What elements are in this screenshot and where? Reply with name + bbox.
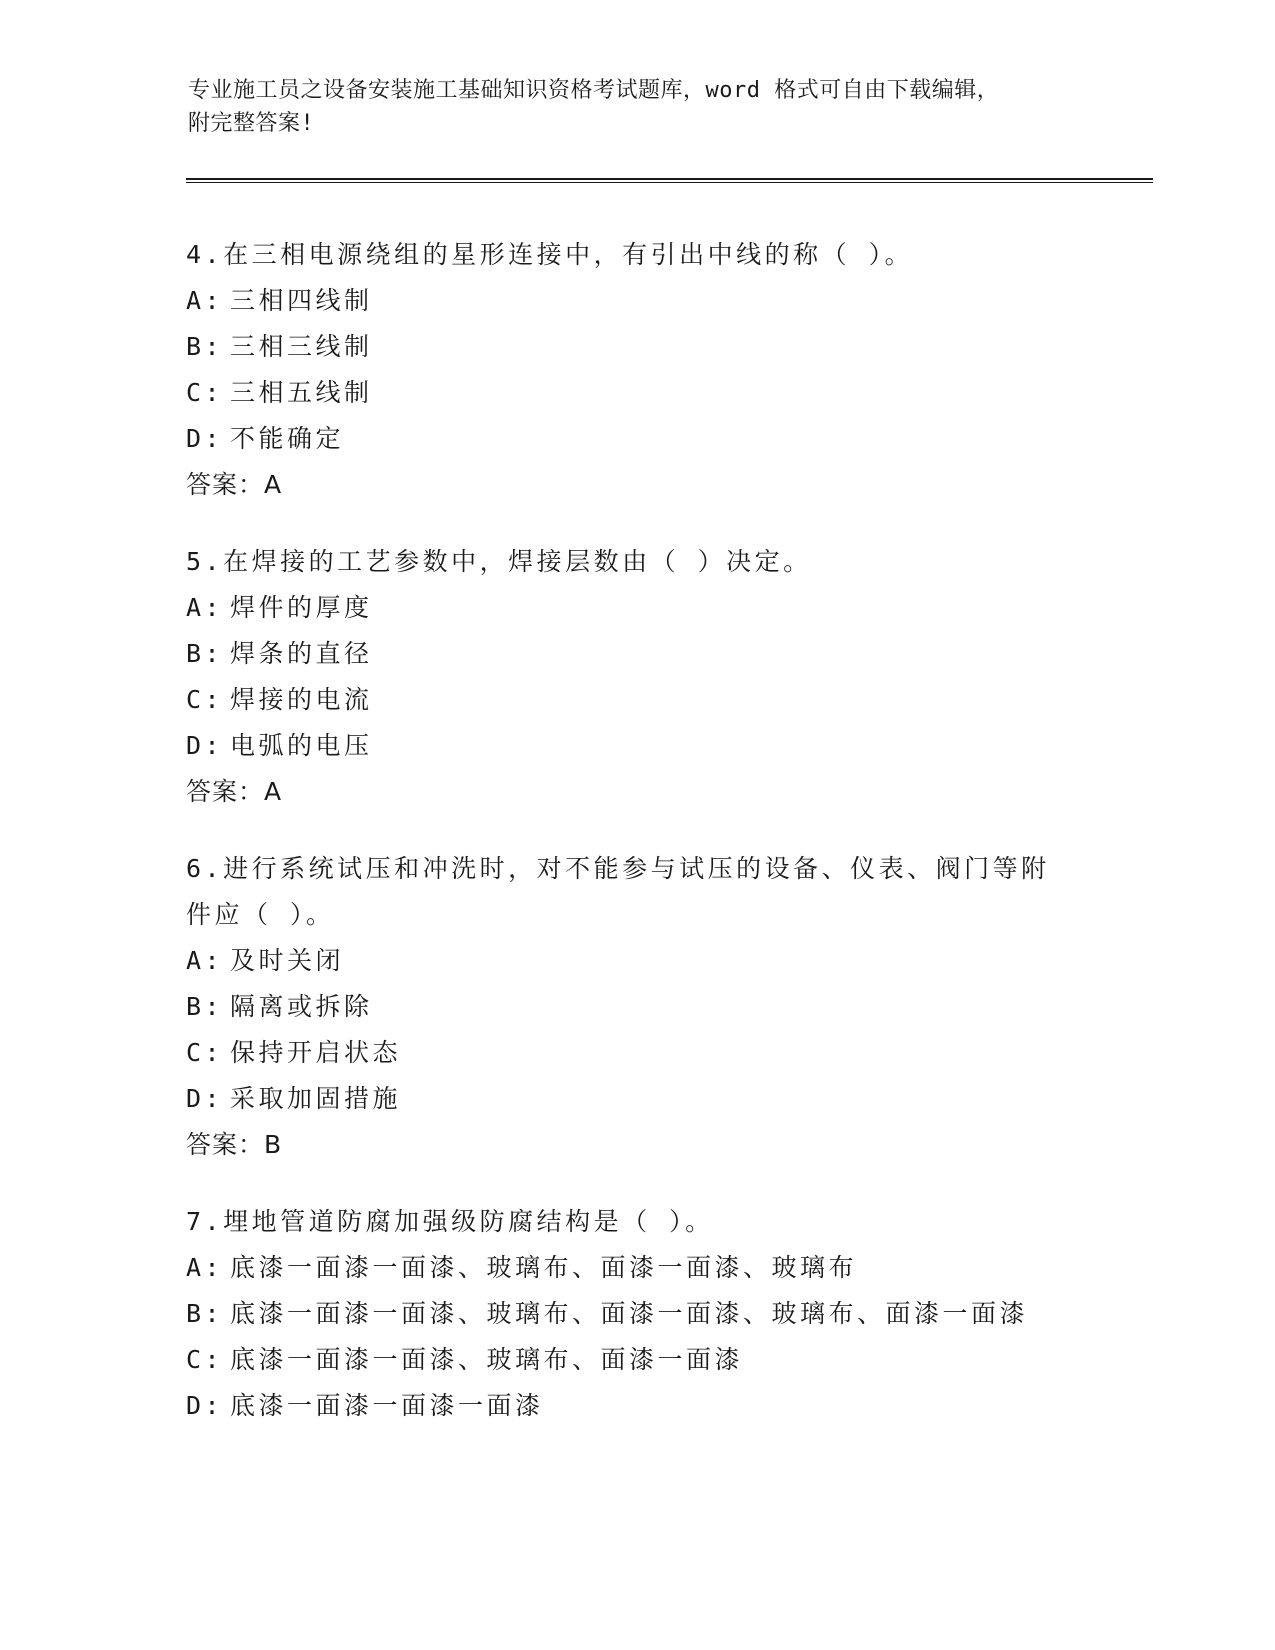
option-letter: B: [186, 639, 224, 668]
option-letter: B: [186, 332, 224, 361]
option-letter: D: [186, 1084, 224, 1113]
option-c [186, 1030, 1146, 1076]
option-b [186, 984, 1146, 1030]
header-line-1: 专业施工员之设备安装施工基础知识资格考试题库，word 格式可自由下载编辑， [188, 78, 1000, 103]
header-line-2: 附完整答案! [188, 111, 315, 136]
option-text: 不能确定 [230, 424, 345, 453]
option-letter: C: [186, 1345, 224, 1374]
option-a [186, 1245, 1146, 1291]
option-text: 三相四线制 [230, 286, 373, 315]
option-a [186, 938, 1146, 984]
answer-line: 答案：A [186, 777, 283, 806]
option-text: 三相五线制 [230, 378, 373, 407]
option-text: 及时关闭 [230, 946, 345, 975]
answer-line: 答案：A [186, 470, 283, 499]
option-letter: C: [186, 1038, 224, 1067]
option-letter: D: [186, 731, 224, 760]
question-4 [186, 232, 1146, 508]
question-text: 7.埋地管道防腐加强级防腐结构是（ ）。 [186, 1207, 714, 1236]
option-text: 采取加固措施 [230, 1084, 402, 1113]
document-header [188, 74, 1088, 140]
option-d [186, 1076, 1146, 1122]
option-c [186, 1337, 1146, 1383]
option-letter: B: [186, 1299, 224, 1328]
question-6 [186, 846, 1146, 1168]
option-letter: A: [186, 946, 224, 975]
question-text: 6.进行系统试压和冲洗时，对不能参与试压的设备、仪表、阀门等附件应（ ）。 [186, 854, 1050, 929]
question-list [186, 232, 1146, 1460]
header-divider-thin [186, 182, 1153, 183]
option-a [186, 278, 1146, 324]
option-letter: C: [186, 685, 224, 714]
option-text: 焊条的直径 [230, 639, 373, 668]
option-text: 隔离或拆除 [230, 992, 373, 1021]
option-b [186, 631, 1146, 677]
question-text: 4.在三相电源绕组的星形连接中，有引出中线的称（ ）。 [186, 240, 914, 269]
answer-line: 答案：B [186, 1130, 283, 1159]
header-divider-thick [186, 178, 1153, 180]
option-text: 底漆一面漆一面漆、玻璃布、面漆一面漆 [230, 1345, 744, 1374]
option-text: 底漆一面漆一面漆、玻璃布、面漆一面漆、玻璃布 [230, 1253, 858, 1282]
option-text: 底漆一面漆一面漆一面漆 [230, 1391, 544, 1420]
option-letter: B: [186, 992, 224, 1021]
option-a [186, 585, 1146, 631]
option-text: 电弧的电压 [230, 731, 373, 760]
option-letter: A: [186, 286, 224, 315]
option-d [186, 723, 1146, 769]
option-d [186, 416, 1146, 462]
option-d [186, 1383, 1146, 1429]
question-5 [186, 539, 1146, 815]
option-letter: A: [186, 593, 224, 622]
option-b [186, 324, 1146, 370]
option-text: 保持开启状态 [230, 1038, 402, 1067]
option-letter: D: [186, 424, 224, 453]
question-7 [186, 1199, 1146, 1429]
option-letter: A: [186, 1253, 224, 1282]
option-text: 底漆一面漆一面漆、玻璃布、面漆一面漆、玻璃布、面漆一面漆 [230, 1299, 1029, 1328]
question-text: 5.在焊接的工艺参数中，焊接层数由（ ）决定。 [186, 547, 812, 576]
option-text: 三相三线制 [230, 332, 373, 361]
option-c [186, 677, 1146, 723]
option-b [186, 1291, 1146, 1337]
option-text: 焊件的厚度 [230, 593, 373, 622]
option-c [186, 370, 1146, 416]
option-letter: D: [186, 1391, 224, 1420]
option-text: 焊接的电流 [230, 685, 373, 714]
option-letter: C: [186, 378, 224, 407]
